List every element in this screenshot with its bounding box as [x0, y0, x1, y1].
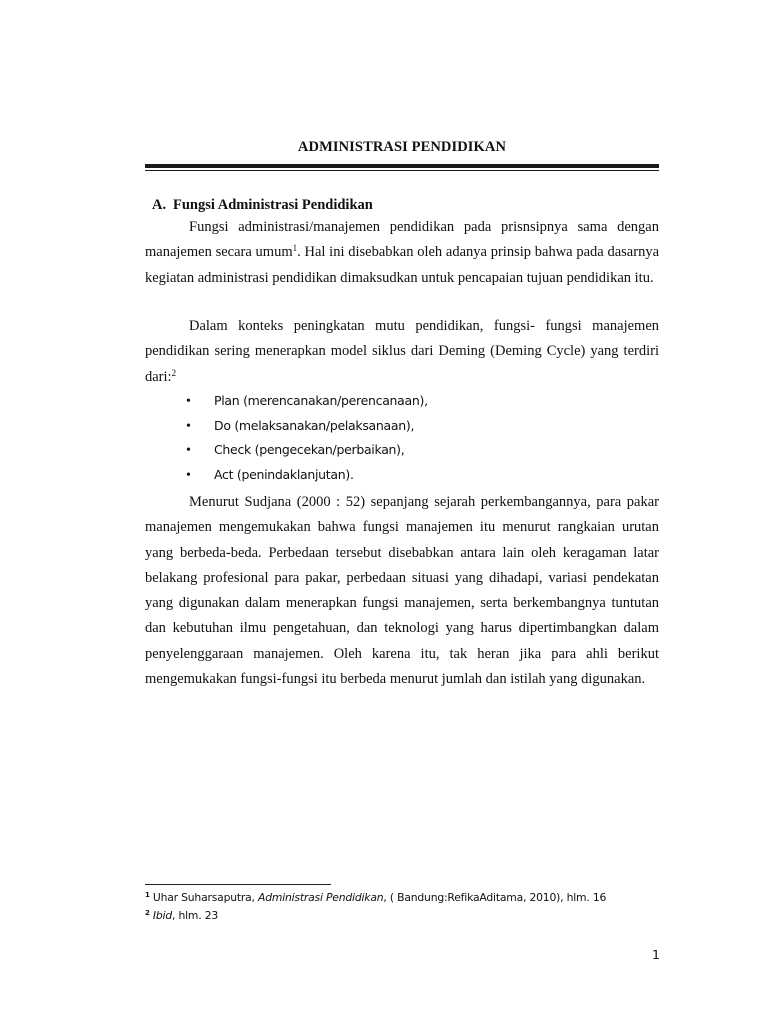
footnote-ref-2: 2 — [171, 367, 177, 378]
bullet-marker: • — [186, 467, 191, 483]
paragraph-3-text: Menurut Sudjana (2000 : 52) sepanjang sejarah perkembangannya, para pakar manajemen mengemukakan bahwa fungsi manajemen itu menurut rangkaian urutan yang berbeda-beda. Perbedaan tersebut disebabkan antara lain oleh keragaman latar belakang profesional para pakar, perbedaan situasi yang dihadapi, variasi pendekatan yang digunakan dalam menerapkan fungsi manajemen, serta berkembangnya tuntutan dan kebutuhan ilmu pengetahuan, dan teknologi yang harus dipertimbangkan dalam penyelenggaraan manajemen. Oleh karena itu, tak heran jika para ahli berikut mengemukakan fungsi-fungsi itu berbeda menurut jumlah dan istilah yang digunakan. — [145, 494, 659, 688]
footnote-1 — [145, 889, 675, 907]
list-item — [186, 438, 428, 463]
paragraph-3 — [145, 490, 659, 692]
list-item-text: Plan (merencanakan/perencanaan), — [214, 393, 428, 408]
list-item — [186, 389, 428, 414]
paragraph-2 — [145, 314, 659, 390]
list-item-text: Do (melaksanakan/pelaksanaan), — [214, 417, 415, 433]
paragraph-1-text-b: . Hal ini disebabkan oleh adanya prinsip bahwa pada dasarnya kegiatan administrasi pendidikan dimaksudkan untuk pencapaian tujuan pendidikan itu. — [145, 244, 659, 286]
footnote-2 — [145, 907, 675, 925]
section-title: Fungsi Administrasi Pendidikan — [173, 197, 373, 213]
paragraph-1 — [145, 215, 659, 291]
list-item-text: Act (penindaklanjutan). — [214, 466, 354, 482]
list-item — [186, 414, 428, 439]
footnote-rest: , hlm. 23 — [172, 909, 219, 922]
footnote-number: 1 — [145, 891, 150, 899]
document-title: ADMINISTRASI PENDIDIKAN — [297, 139, 507, 155]
bullet-marker: • — [186, 394, 191, 409]
footnote-separator — [145, 884, 331, 885]
section-number: A. — [152, 197, 167, 213]
list-item-text: Check (pengecekan/perbaikan), — [214, 442, 405, 458]
bullet-marker: • — [186, 443, 191, 459]
footnote-number: 2 — [145, 909, 150, 917]
section-heading — [152, 197, 373, 214]
list-item — [186, 463, 428, 488]
paragraph-2-text: Dalam konteks peningkatan mutu pendidikan, fungsi- fungsi manajemen pendidikan sering menerapkan model siklus dari Deming (Deming Cycle) yang terdiri dari: — [145, 318, 659, 385]
footnote-work: Ibid — [152, 909, 172, 922]
bullet-marker: • — [186, 418, 191, 434]
footnotes — [145, 889, 675, 925]
page-number: 1 — [652, 947, 660, 962]
paragraph-1-text-a: Fungsi administrasi/manajemen pendidikan pada prisnsipnya sama dengan manajemen secara umum — [145, 219, 659, 261]
footnote-work: Administrasi Pendidikan — [258, 891, 384, 904]
footnote-author: Uhar Suharsaputra, — [152, 891, 259, 904]
footnote-ref-1: 1 — [292, 243, 298, 254]
title-rule-thick — [145, 164, 659, 168]
footnote-rest: , ( Bandung:RefikaAditama, 2010), hlm. 16 — [383, 891, 607, 904]
deming-cycle-list — [186, 389, 428, 487]
title-rule-thin — [145, 170, 659, 171]
